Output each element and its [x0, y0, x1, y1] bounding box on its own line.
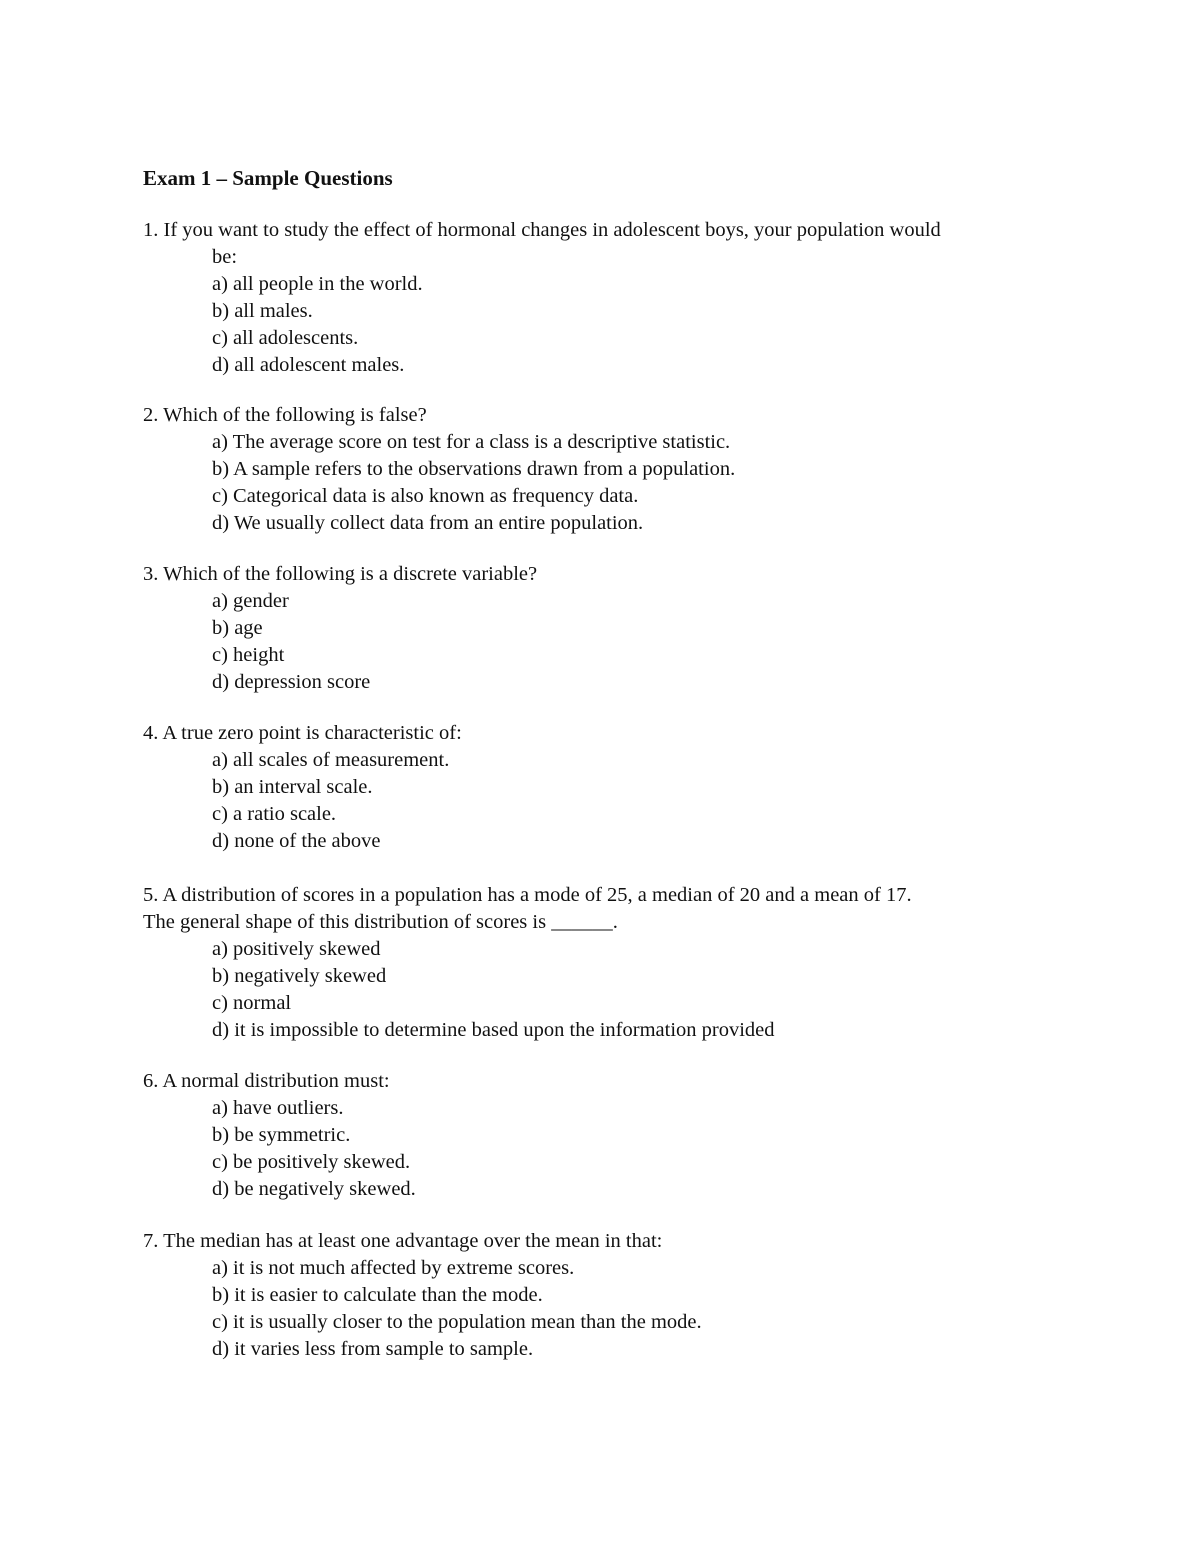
question-3-option-d: d) depression score [212, 671, 371, 693]
question-6-option-b: b) be symmetric. [212, 1124, 351, 1146]
question-4-option-c: c) a ratio scale. [212, 803, 337, 825]
question-4-option-b: b) an interval scale. [212, 776, 373, 798]
question-5-option-a: a) positively skewed [212, 938, 381, 960]
question-4-option-d: d) none of the above [212, 830, 381, 852]
question-5-option-b: b) negatively skewed [212, 965, 387, 987]
question-4-option-a: a) all scales of measurement. [212, 749, 450, 771]
question-7-option-a: a) it is not much affected by extreme scores. [212, 1257, 575, 1279]
question-1-option-d: d) all adolescent males. [212, 354, 405, 376]
question-7-stem: 7. The median has at least one advantage over the mean in that: [143, 1230, 663, 1252]
question-5-stem-continued: The general shape of this distribution of scores is ______. [143, 911, 618, 933]
question-6-stem: 6. A normal distribution must: [143, 1070, 390, 1092]
question-2-option-d: d) We usually collect data from an entire population. [212, 512, 644, 534]
question-2-option-c: c) Categorical data is also known as frequency data. [212, 485, 639, 507]
question-5-stem: 5. A distribution of scores in a population has a mode of 25, a median of 20 and a mean of 17. [143, 884, 912, 906]
question-2-option-b: b) A sample refers to the observations drawn from a population. [212, 458, 736, 480]
question-1-option-c: c) all adolescents. [212, 327, 359, 349]
question-6-option-d: d) be negatively skewed. [212, 1178, 416, 1200]
question-7-option-d: d) it varies less from sample to sample. [212, 1338, 534, 1360]
question-2-stem: 2. Which of the following is false? [143, 404, 427, 426]
question-3-option-a: a) gender [212, 590, 289, 612]
question-3-option-c: c) height [212, 644, 285, 666]
question-1-stem: 1. If you want to study the effect of hormonal changes in adolescent boys, your population would [143, 219, 941, 241]
question-3-option-b: b) age [212, 617, 263, 639]
page-title: Exam 1 – Sample Questions [143, 166, 393, 190]
question-2-option-a: a) The average score on test for a class is a descriptive statistic. [212, 431, 731, 453]
question-4-stem: 4. A true zero point is characteristic of: [143, 722, 462, 744]
question-6-option-a: a) have outliers. [212, 1097, 344, 1119]
question-5-option-d: d) it is impossible to determine based upon the information provided [212, 1019, 775, 1041]
question-3-stem: 3. Which of the following is a discrete variable? [143, 563, 538, 585]
question-7-option-c: c) it is usually closer to the population mean than the mode. [212, 1311, 702, 1333]
question-5-option-c: c) normal [212, 992, 292, 1014]
question-1-option-b: b) all males. [212, 300, 313, 322]
question-7-option-b: b) it is easier to calculate than the mode. [212, 1284, 543, 1306]
question-6-option-c: c) be positively skewed. [212, 1151, 411, 1173]
question-1-stem-continued: be: [212, 246, 238, 268]
question-1-option-a: a) all people in the world. [212, 273, 423, 295]
